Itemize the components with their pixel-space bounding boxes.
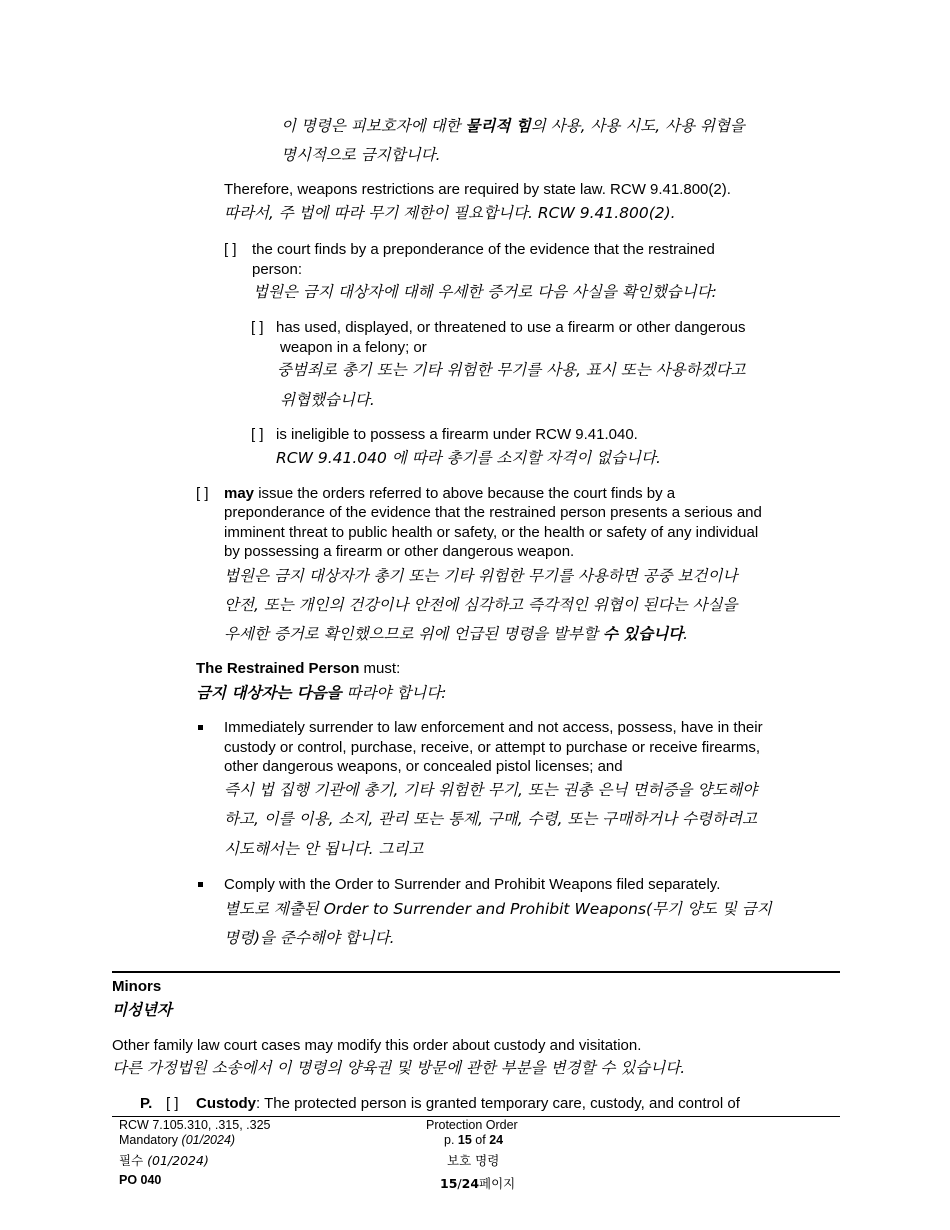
custody-checkbox[interactable]: [ ] (166, 1095, 179, 1112)
therefore-en: Therefore, weapons restrictions are required by state law. RCW 9.41.800(2). (224, 181, 731, 198)
felony-en-line1: has used, displayed, or threatened to use a firearm or other dangerous (276, 319, 746, 336)
may-ko-line2: 안전, 또는 개인의 건강이나 안전에 심각하고 즉각적인 위협이 된다는 사실을 (224, 596, 738, 614)
bullet-marker (198, 882, 203, 887)
may-checkbox[interactable]: [ ] (196, 485, 209, 502)
finds-ko: 법원은 금지 대상자에 대해 우세한 증거로 다음 사실을 확인했습니다: (253, 283, 717, 301)
bullet1-en-line2: custody or control, purchase, receive, or attempt to purchase or receive firearms, (224, 739, 761, 756)
minors-ko: 다른 가정법원 소송에서 이 명령의 양육권 및 방문에 관한 부분을 변경할 수 있습니다. (112, 1059, 686, 1077)
custody-letter: P. (140, 1095, 153, 1112)
therefore-ko: 따라서, 주 법에 따라 무기 제한이 필요합니다. RCW 9.41.800(2). (224, 204, 676, 222)
footer-title: Protection Order (426, 1118, 518, 1132)
footer-page-ko: 15/24페이지 (440, 1176, 516, 1191)
footer-title-ko: 보호 명령 (447, 1153, 500, 1168)
may-emphasis: may (224, 485, 255, 502)
footer-mandatory-ko: 필수 (01/2024) (119, 1153, 209, 1168)
bullet2-ko-line1: 별도로 제출된 Order to Surrender and Prohibit Weapons(무기 양도 및 금지 (224, 900, 772, 918)
bullet1-en-line3: other dangerous weapons, or concealed pistol licenses; and (224, 758, 623, 775)
intro-ko-line2: 명시적으로 금지합니다. (281, 146, 441, 164)
restrained-heading-ko: 금지 대상자는 다음을 따라야 합니다: (196, 684, 447, 702)
may-ko-emphasis: 수 있습니다 (602, 625, 684, 643)
footer-rcw: RCW 7.105.310, .315, .325 (119, 1118, 271, 1132)
ineligible-ko: RCW 9.41.040 에 따라 총기를 소지할 자격이 없습니다. (276, 449, 661, 467)
may-en-line4: by possessing a firearm or other dangerous weapon. (224, 543, 575, 560)
physical-force-emphasis: 물리적 힘 (465, 117, 531, 135)
felony-ko-line2: 위협했습니다. (280, 391, 375, 409)
footer-form-number: PO 040 (119, 1173, 162, 1187)
bullet1-en-line1: Immediately surrender to law enforcement and not access, possess, have in their (224, 719, 763, 736)
restrained-heading: The Restrained Person must: (196, 660, 401, 677)
ineligible-en: is ineligible to possess a firearm under RCW 9.41.040. (276, 426, 638, 443)
finds-en-line1: the court finds by a preponderance of the evidence that the restrained (252, 241, 715, 258)
bullet2-ko-line2: 명령)을 준수해야 합니다. (224, 929, 395, 947)
may-en-line1: may issue the orders referred to above because the court finds by a (224, 485, 676, 502)
felony-checkbox[interactable]: [ ] (251, 319, 264, 336)
may-en-line2: preponderance of the evidence that the restrained person presents a serious and (224, 504, 762, 521)
intro-ko-line1: 이 명령은 피보호자에 대한 물리적 힘의 사용, 사용 시도, 사용 위협을 (281, 117, 745, 135)
bullet2-en: Comply with the Order to Surrender and Prohibit Weapons filed separately. (224, 876, 721, 893)
custody-text: Custody: The protected person is granted temporary care, custody, and control of (196, 1095, 740, 1112)
finds-checkbox[interactable]: [ ] (224, 241, 237, 258)
section-divider (112, 971, 840, 973)
bullet1-ko-line3: 시도해서는 안 됩니다. 그리고 (224, 840, 424, 858)
footer-mandatory: Mandatory (01/2024) (119, 1133, 236, 1147)
felony-ko-line1: 중범죄로 총기 또는 기타 위험한 무기를 사용, 표시 또는 사용하겠다고 (277, 361, 746, 379)
bullet1-ko-line1: 즉시 법 집행 기관에 총기, 기타 위험한 무기, 또는 권총 은닉 면허증을 양도해야 (224, 781, 758, 799)
bullet1-ko-line2: 하고, 이를 이용, 소지, 관리 또는 통제, 구매, 수령, 또는 구매하거나 수령하려고 (224, 810, 757, 828)
bullet-marker (198, 725, 203, 730)
felony-en-line2: weapon in a felony; or (280, 339, 427, 356)
minors-title: Minors (112, 978, 162, 995)
minors-en: Other family law court cases may modify this order about custody and visitation. (112, 1037, 642, 1054)
footer-divider (112, 1116, 840, 1117)
may-ko-line3: 우세한 증거로 확인했으므로 위에 언급된 명령을 발부할 수 있습니다. (224, 625, 689, 643)
minors-title-ko: 미성년자 (112, 1001, 172, 1019)
footer-page: p. 15 of 24 (444, 1133, 504, 1147)
may-en-line3: imminent threat to public health or safety, or the health or safety of any individual (224, 524, 759, 541)
finds-en-line2: person: (252, 261, 303, 278)
may-ko-line1: 법원은 금지 대상자가 총기 또는 기타 위험한 무기를 사용하면 공중 보건이나 (224, 567, 738, 585)
ineligible-checkbox[interactable]: [ ] (251, 426, 264, 443)
